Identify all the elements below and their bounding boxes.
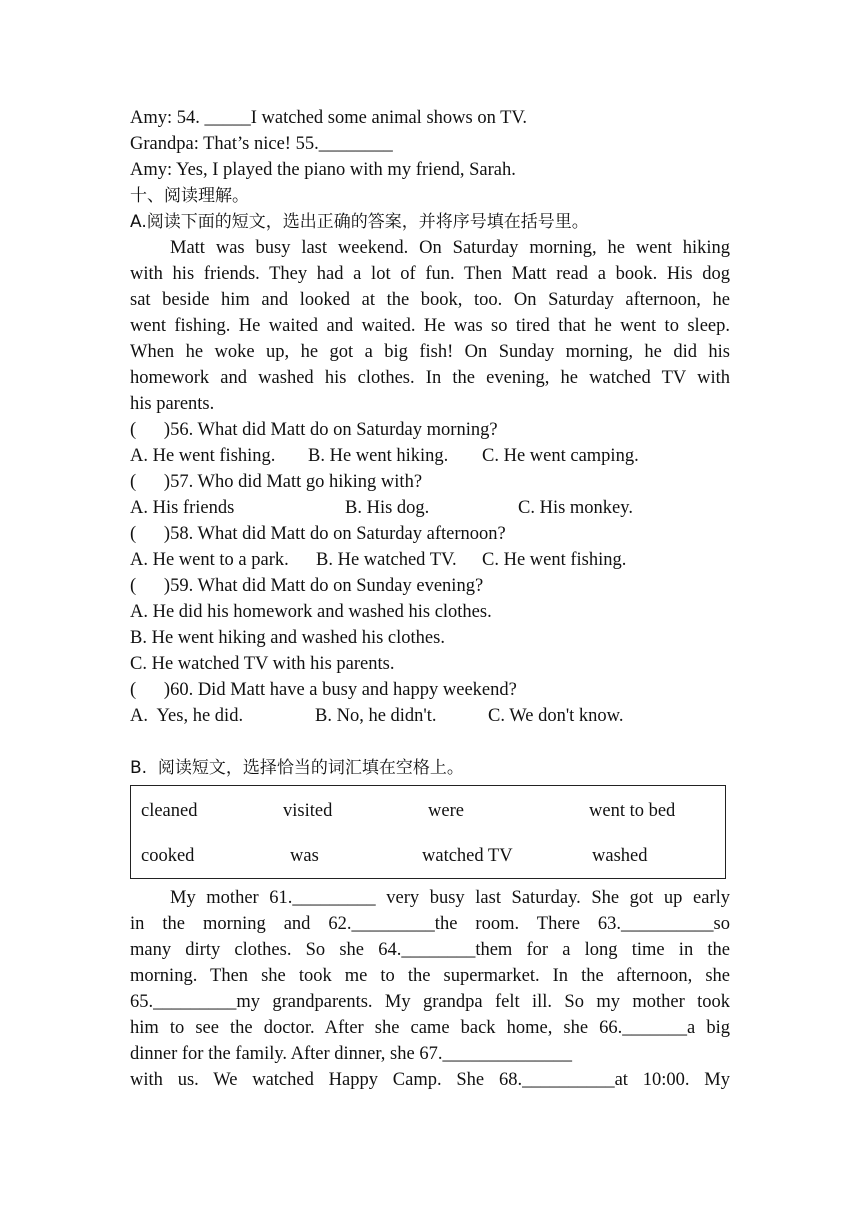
passage-line: dinner for the family. After dinner, she 67.______________ bbox=[130, 1044, 572, 1064]
option-b: B. He went hiking and washed his clothes. bbox=[130, 628, 445, 648]
option-c: C. He watched TV with his parents. bbox=[130, 654, 395, 674]
passage-line: in the morning and 62._________the room. There 63.__________so bbox=[130, 914, 730, 934]
word-bank-item: visited bbox=[283, 801, 333, 821]
word-bank-item: went to bed bbox=[589, 801, 676, 821]
passage-line: Matt was busy last weekend. On Saturday morning, he went hiking bbox=[170, 238, 730, 258]
passage-line: sat beside him and looked at the book, too. On Saturday afternoon, he bbox=[130, 290, 730, 310]
question-59: ( )59. What did Matt do on Sunday evening? bbox=[130, 576, 484, 596]
question-60: ( )60. Did Matt have a busy and happy weekend? bbox=[130, 680, 517, 700]
option-a: A. He did his homework and washed his clothes. bbox=[130, 602, 492, 622]
option-a: A. His friends bbox=[130, 498, 235, 518]
option-b: B. He went hiking. bbox=[308, 446, 449, 466]
word-bank-item: cooked bbox=[141, 846, 195, 866]
option-b: B. His dog. bbox=[345, 498, 430, 518]
option-a: A. He went to a park. bbox=[130, 550, 289, 570]
option-b: B. He watched TV. bbox=[316, 550, 457, 570]
question-60-options bbox=[130, 703, 730, 729]
word-bank-item: washed bbox=[592, 846, 648, 866]
section-title: 十、阅读理解。 bbox=[130, 186, 249, 206]
word-bank-item: was bbox=[290, 846, 319, 866]
passage-line: many dirty clothes. So she 64.________them for a long time in the bbox=[130, 940, 730, 960]
passage-line: homework and washed his clothes. In the evening, he watched TV with bbox=[130, 368, 730, 388]
question-57-options bbox=[130, 495, 730, 521]
word-bank-item: cleaned bbox=[141, 801, 198, 821]
part-a-instruction: A.阅读下面的短文，选出正确的答案，并将序号填在括号里。 bbox=[130, 212, 589, 232]
question-56: ( )56. What did Matt do on Saturday morning? bbox=[130, 420, 498, 440]
option-c: C. His monkey. bbox=[518, 498, 633, 518]
word-bank-item: watched TV bbox=[422, 846, 513, 866]
word-bank bbox=[130, 785, 726, 879]
dialogue-line: Amy: 54. _____I watched some animal shows on TV. bbox=[130, 108, 528, 128]
question-57: ( )57. Who did Matt go hiking with? bbox=[130, 472, 423, 492]
option-c: C. We don't know. bbox=[488, 706, 624, 726]
option-a: A. He went fishing. bbox=[130, 446, 276, 466]
passage-line: went fishing. He waited and waited. He was so tired that he went to sleep. bbox=[130, 316, 730, 336]
passage-line: My mother 61._________ very busy last Saturday. She got up early bbox=[170, 888, 730, 908]
question-56-options bbox=[130, 443, 730, 469]
passage-line: with us. We watched Happy Camp. She 68.__________at 10:00. My bbox=[130, 1070, 730, 1090]
option-a: A. Yes, he did. bbox=[130, 706, 244, 726]
passage-line: morning. Then she took me to the supermarket. In the afternoon, she bbox=[130, 966, 730, 986]
worksheet-page bbox=[130, 105, 730, 1093]
passage-line: When he woke up, he got a big fish! On Sunday morning, he did his bbox=[130, 342, 730, 362]
passage-line: him to see the doctor. After she came back home, she 66._______a big bbox=[130, 1018, 730, 1038]
option-c: C. He went fishing. bbox=[482, 550, 627, 570]
dialogue-line: Grandpa: That’s nice! 55.________ bbox=[130, 134, 393, 154]
option-c: C. He went camping. bbox=[482, 446, 639, 466]
dialogue-line: Amy: Yes, I played the piano with my friend, Sarah. bbox=[130, 160, 516, 180]
part-a-passage bbox=[130, 235, 730, 417]
question-58: ( )58. What did Matt do on Saturday afternoon? bbox=[130, 524, 506, 544]
part-b-passage bbox=[130, 885, 730, 1093]
word-bank-item: were bbox=[428, 801, 464, 821]
part-b-instruction: B. 阅读短文，选择恰当的词汇填在空格上。 bbox=[130, 758, 464, 778]
passage-line: with his friends. They had a lot of fun. Then Matt read a book. His dog bbox=[130, 264, 730, 284]
passage-line: 65._________my grandparents. My grandpa felt ill. So my mother took bbox=[130, 992, 730, 1012]
option-b: B. No, he didn't. bbox=[315, 706, 437, 726]
question-58-options bbox=[130, 547, 730, 573]
passage-line: his parents. bbox=[130, 394, 215, 414]
